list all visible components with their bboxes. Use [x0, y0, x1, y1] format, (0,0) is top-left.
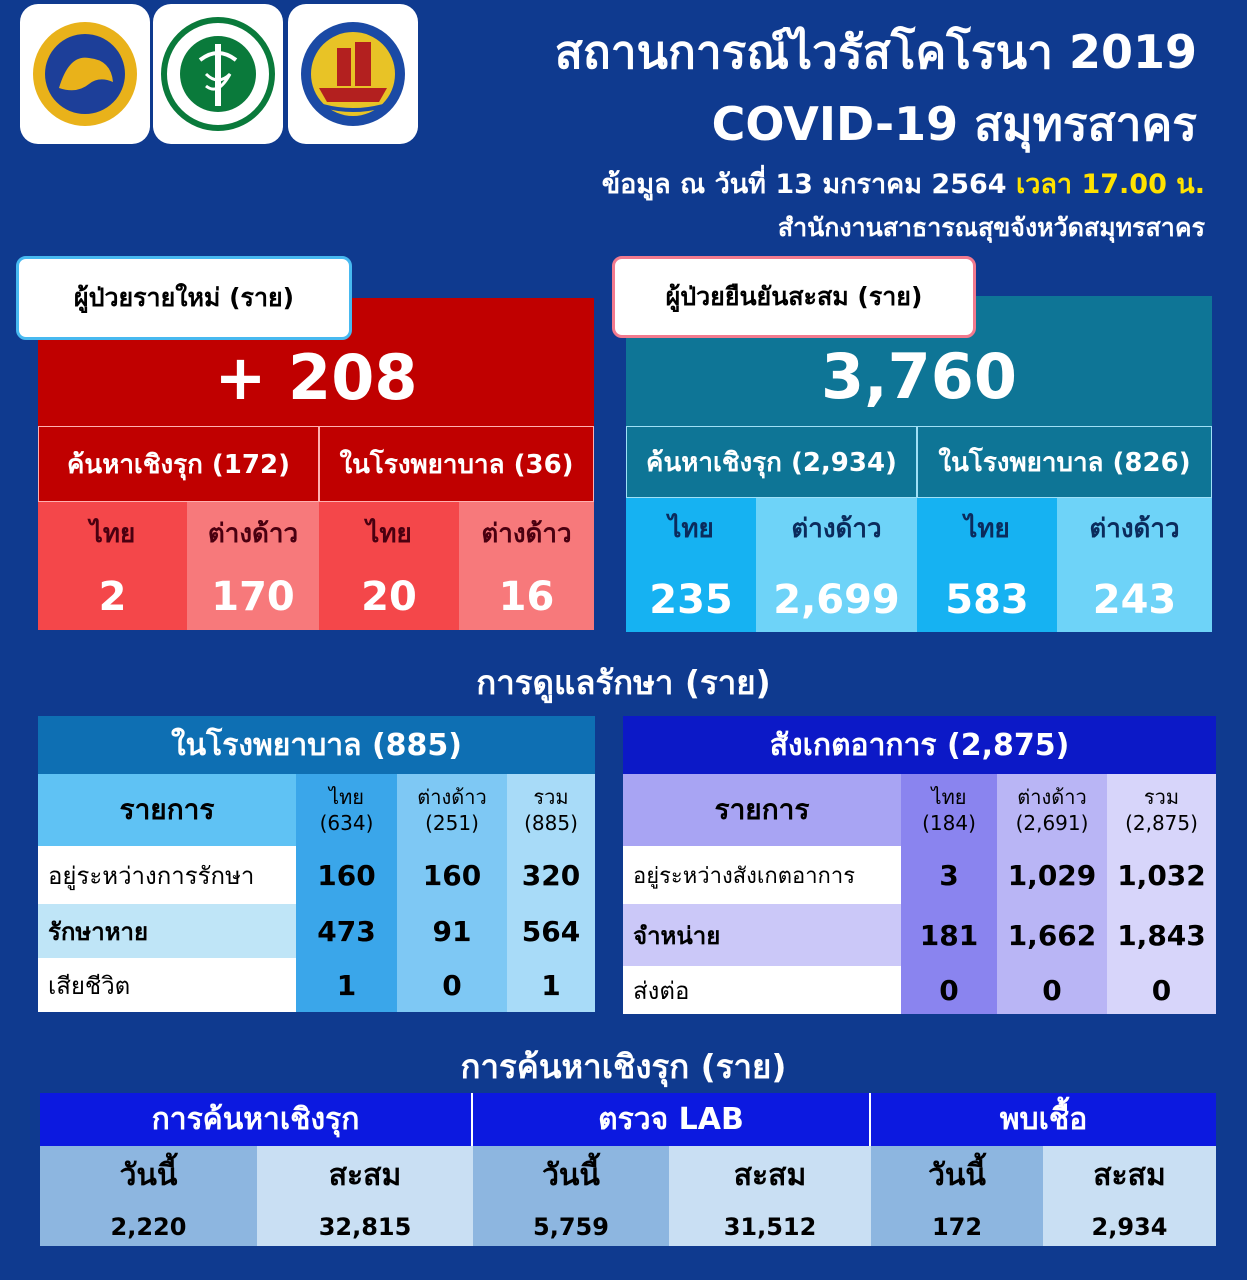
new-hospital-thai-cell	[319, 502, 459, 630]
thai-value: 3	[901, 846, 997, 904]
ministry-of-public-health-logo	[153, 4, 283, 144]
cumulative-total: 3,760	[820, 339, 1018, 413]
col-item-header: รายการ	[38, 774, 296, 846]
time-text: เวลา 17.00 น.	[1015, 169, 1205, 200]
page-title-line1: สถานการณ์ไวรัสโคโรนา 2019	[554, 25, 1197, 79]
foreign-value: 0	[997, 966, 1107, 1014]
cum-active-foreign-cell	[756, 498, 917, 632]
total-value: 1,032	[1107, 846, 1216, 904]
table-row	[623, 904, 1216, 966]
date-text: ข้อมูล ณ วันที่ 13 มกราคม 2564	[601, 169, 1007, 200]
thai-value: 473	[296, 904, 397, 958]
new-active-thai-value: 2	[98, 573, 127, 620]
cum-label: สะสม	[1093, 1157, 1166, 1193]
cum-hospital-foreign-value: 243	[1092, 576, 1177, 623]
samut-sakhon-junk-ship-seal-icon	[297, 18, 409, 130]
lab-cum-cell	[669, 1146, 871, 1246]
garuda-seal-icon	[29, 18, 141, 130]
col-thai-header: ไทย (634)	[296, 774, 397, 846]
table-row	[38, 904, 595, 958]
total-value: 1,843	[1107, 904, 1216, 966]
cum-label: สะสม	[328, 1157, 402, 1193]
cumulative-label: ผู้ป่วยยืนยันสะสม (ราย)	[612, 256, 976, 338]
cum-active-thai-cell	[626, 498, 756, 632]
positive-today-cell	[871, 1146, 1043, 1246]
new-cases-active-search-label: ค้นหาเชิงรุก (172)	[38, 426, 319, 502]
total-value: 0	[1107, 966, 1216, 1014]
new-active-thai-cell	[38, 502, 187, 630]
total-value: 320	[507, 846, 595, 904]
col-total-header: รวม (885)	[507, 774, 595, 846]
cum-hospital-thai-value: 583	[945, 576, 1029, 623]
thai-value: 160	[296, 846, 397, 904]
thai-label: ไทย	[668, 513, 714, 544]
foreign-label: ต่างด้าว	[207, 518, 299, 549]
cum-hospital-foreign-cell	[1057, 498, 1212, 632]
total-value: 1	[507, 958, 595, 1012]
row-label: อยู่ระหว่างการรักษา	[38, 846, 296, 904]
active-search-today-cell	[40, 1146, 257, 1246]
active-search-section-title: การค้นหาเชิงรุก (ราย)	[460, 1047, 787, 1086]
table-row	[38, 958, 595, 1012]
positive-cum-cell	[1043, 1146, 1216, 1246]
new-cases-total: + 208	[214, 340, 418, 414]
hospital-table-title: ในโรงพยาบาล (885)	[38, 716, 595, 774]
new-hospital-foreign-value: 16	[498, 573, 555, 620]
observation-table-title: สังเกตอาการ (2,875)	[623, 716, 1216, 774]
today-label: วันนี้	[542, 1157, 600, 1193]
cum-value: 2,934	[1091, 1212, 1168, 1241]
col-thai-header: ไทย (184)	[901, 774, 997, 846]
table-header-row	[623, 774, 1216, 846]
positive-group-header: พบเชื้อ	[871, 1093, 1216, 1146]
active-search-cum-cell	[257, 1146, 473, 1246]
new-active-foreign-cell	[187, 502, 319, 630]
row-label: อยู่ระหว่างสังเกตอาการ	[623, 846, 901, 904]
foreign-value: 91	[397, 904, 507, 958]
ministry-of-public-health-seal-icon	[160, 16, 276, 132]
lab-today-cell	[473, 1146, 669, 1246]
thai-value: 0	[901, 966, 997, 1014]
row-label: เสียชีวิต	[38, 958, 296, 1012]
cum-label: สะสม	[733, 1157, 807, 1193]
thai-value: 1	[296, 958, 397, 1012]
today-value: 2,220	[110, 1212, 187, 1241]
cum-hospital-thai-cell	[917, 498, 1057, 632]
today-value: 172	[931, 1212, 983, 1241]
new-hospital-thai-value: 20	[361, 573, 417, 620]
foreign-label: ต่างด้าว	[481, 518, 572, 549]
row-label: รักษาหาย	[38, 904, 296, 958]
active-search-group-header: การค้นหาเชิงรุก	[40, 1093, 473, 1146]
page-title-line2: COVID-19 สมุทรสาคร	[711, 97, 1197, 151]
table-row	[623, 966, 1216, 1014]
table-row	[623, 846, 1216, 904]
thai-label: ไทย	[366, 518, 412, 549]
cumulative-active-search-label: ค้นหาเชิงรุก (2,934)	[626, 426, 917, 498]
samut-sakhon-province-logo	[288, 4, 418, 144]
thai-label: ไทย	[89, 518, 136, 549]
today-value: 5,759	[533, 1212, 609, 1241]
thai-value: 181	[901, 904, 997, 966]
col-item-header: รายการ	[623, 774, 901, 846]
treatment-section-title: การดูแลรักษา (ราย)	[476, 663, 771, 702]
col-foreign-header: ต่างด้าว (251)	[397, 774, 507, 846]
new-active-foreign-value: 170	[211, 573, 295, 620]
table-row	[38, 846, 595, 904]
date-line	[602, 162, 1205, 205]
cum-value: 32,815	[318, 1212, 412, 1241]
garuda-seal-logo	[20, 4, 150, 144]
cum-active-foreign-value: 2,699	[773, 576, 900, 623]
col-total-header: รวม (2,875)	[1107, 774, 1216, 846]
total-value: 564	[507, 904, 595, 958]
hospital-table	[38, 774, 595, 1012]
row-label: ส่งต่อ	[623, 966, 901, 1014]
observation-table	[623, 774, 1216, 1014]
cum-value: 31,512	[723, 1212, 817, 1241]
row-label: จำหน่าย	[623, 904, 901, 966]
office-name: สำนักงานสาธารณสุขจังหวัดสมุทรสาคร	[777, 213, 1205, 242]
foreign-value: 0	[397, 958, 507, 1012]
new-cases-hospital-label: ในโรงพยาบาล (36)	[319, 426, 594, 502]
new-cases-label: ผู้ป่วยรายใหม่ (ราย)	[16, 256, 352, 340]
foreign-value: 160	[397, 846, 507, 904]
col-foreign-header: ต่างด้าว (2,691)	[997, 774, 1107, 846]
cum-active-thai-value: 235	[649, 576, 733, 623]
foreign-value: 1,662	[997, 904, 1107, 966]
today-label: วันนี้	[119, 1157, 178, 1193]
table-header-row	[38, 774, 595, 846]
cumulative-hospital-label: ในโรงพยาบาล (826)	[917, 426, 1212, 498]
new-hospital-foreign-cell	[459, 502, 594, 630]
lab-test-group-header: ตรวจ LAB	[473, 1093, 871, 1146]
thai-label: ไทย	[964, 513, 1010, 544]
foreign-label: ต่างด้าว	[1089, 513, 1180, 544]
foreign-value: 1,029	[997, 846, 1107, 904]
today-label: วันนี้	[928, 1157, 986, 1193]
foreign-label: ต่างด้าว	[791, 513, 882, 544]
